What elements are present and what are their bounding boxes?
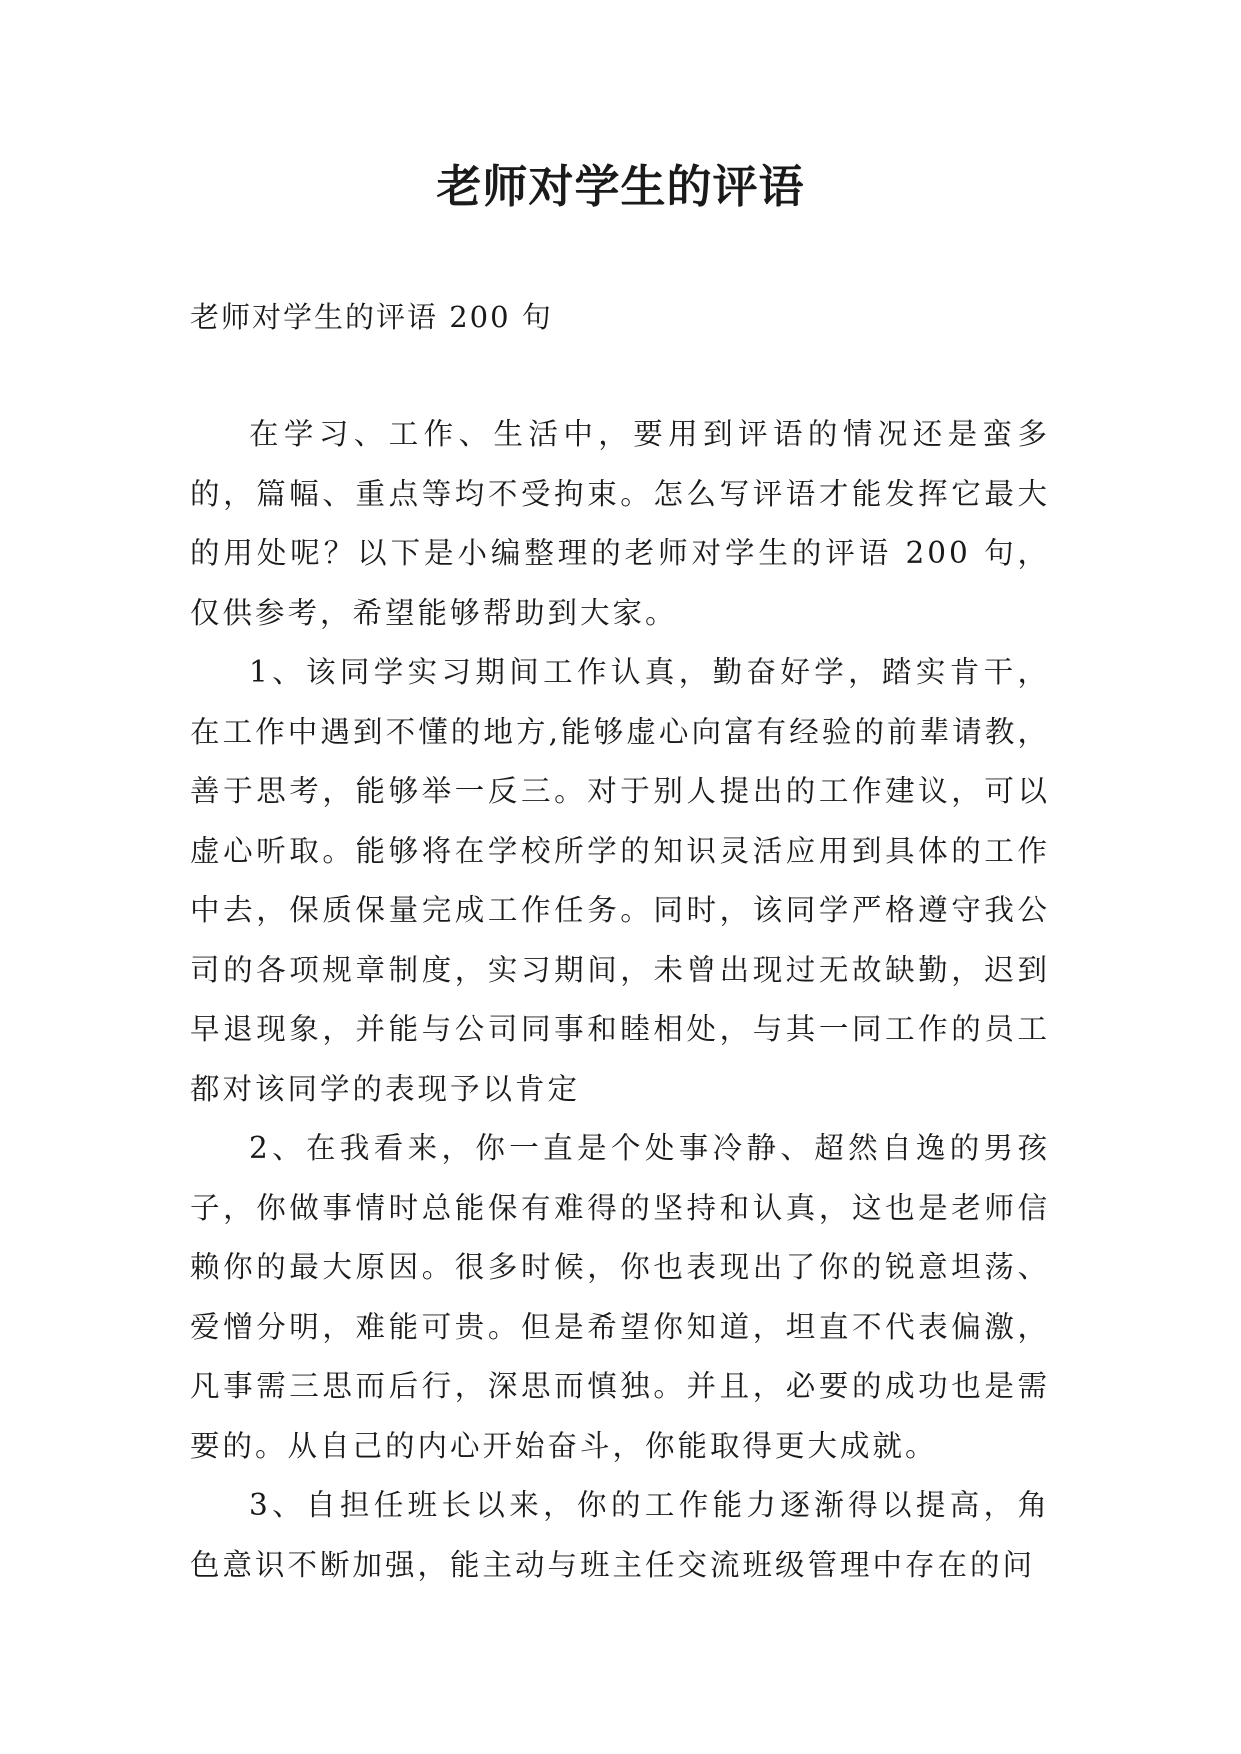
document-subtitle: 老师对学生的评语 200 句 — [190, 300, 553, 334]
document-title: 老师对学生的评语 — [436, 160, 805, 213]
document-body — [190, 405, 1050, 1595]
comment-paragraph-3: 3、自担任班长以来，你的工作能力逐渐得以提高，角色意识不断加强，能主动与班主任交流班级管理中存在的问 — [190, 1488, 1050, 1582]
comment-paragraph-2: 2、在我看来，你一直是个处事冷静、超然自逸的男孩子，你做事情时总能保有难得的坚持和认真，这也是老师信赖你的最大原因。很多时候，你也表现出了你的锐意坦荡、爱憎分明，难能可贵。但是希望你知道，坦直不代表偏激，凡事需三思而后行，深思而慎独。并且，必要的成功也是需要的。从自己的内心开始奋斗，你能取得更大成就。 — [190, 1131, 1050, 1463]
intro-paragraph: 在学习、工作、生活中，要用到评语的情况还是蛮多的，篇幅、重点等均不受拘束。怎么写评语才能发挥它最大的用处呢？以下是小编整理的老师对学生的评语 200 句，仅供参考，希望能够帮助到大家。 — [190, 417, 1050, 630]
comment-paragraph-1: 1、该同学实习期间工作认真，勤奋好学，踏实肯干，在工作中遇到不懂的地方,能够虚心向富有经验的前辈请教，善于思考，能够举一反三。对于别人提出的工作建议，可以虚心听取。能够将在学校所学的知识灵活应用到具体的工作中去，保质保量完成工作任务。同时，该同学严格遵守我公司的各项规章制度，实习期间，未曾出现过无故缺勤，迟到早退现象，并能与公司同事和睦相处，与其一同工作的员工都对该同学的表现予以肯定 — [190, 655, 1050, 1106]
